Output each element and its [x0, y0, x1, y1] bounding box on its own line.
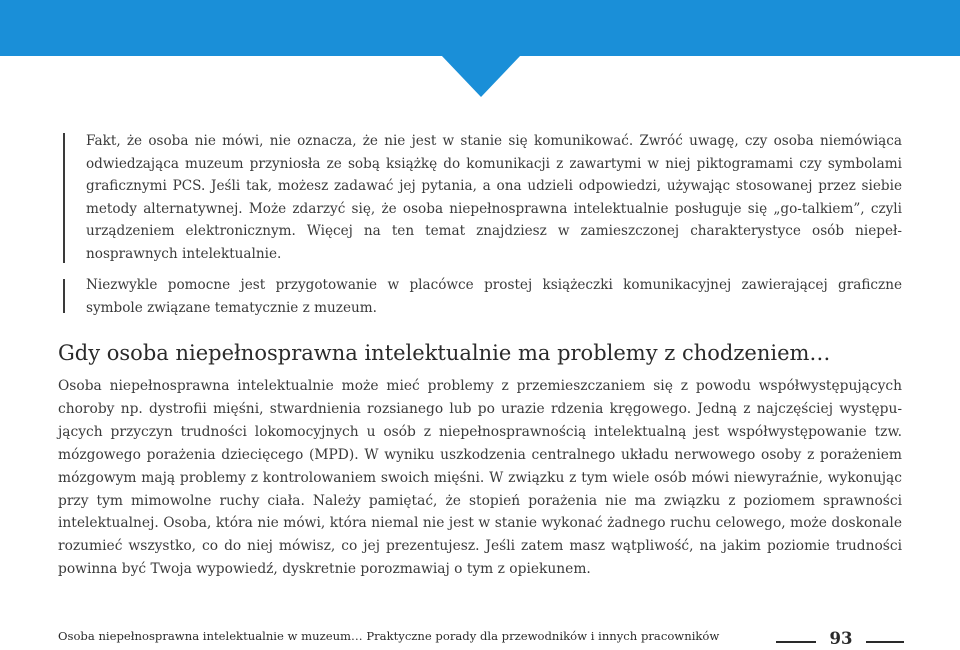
- intro-paragraph-2: Niezwykle pomocne jest przygotowanie w placówce prostej książeczki komunikacyjnej zawierającej graficzne symbole związane tematycznie z muzeum.: [86, 277, 902, 316]
- paragraph-marker-bar: [63, 133, 65, 263]
- header-band: [0, 0, 960, 56]
- footer-rule-right: [866, 641, 904, 643]
- page-number: 93: [829, 629, 853, 648]
- footer-rule-left: [776, 641, 816, 643]
- section-body: Osoba niepełnosprawna intelektualnie może mieć problemy z przemieszczaniem się z powodu współwystępujących choroby np. dystrofii mięśni, stwardnienia rozsianego lub po urazie rdzenia kręgowego. Jedną z najczęściej występujących przyczyn trudności lokomocyjnych u osób z niepełnosprawnością intelektualną jest współwystępowanie tzw. mózgowego porażenia dziecięcego (MPD). W wyniku uszkodzenia centralnego układu nerwowego osoby z porażeniem mózgowym mają problemy z kontrolowaniem swoich mięśni. W związku z tym wiele osób mówi niewyraźnie, wykonując przy tym mimowolne ruchy ciała. Należy pamiętać, że stopień porażenia nie ma związku z poziomem sprawności intelektualnej. Osoba, która nie mówi, która niemal nie jest w stanie wykonać żadnego ruchu celowego, może doskonale rozumieć wszystko, co do niej mówisz, co jej prezentujesz. Jeśli zatem masz wątpliwość, na jakim poziomie trudności powinna być Twoja wypowiedź, dyskretnie porozmawiaj o tym z opiekunem.: [58, 378, 902, 578]
- intro-paragraph-1: Fakt, że osoba nie mówi, nie oznacza, że nie jest w stanie się komunikować. Zwróć uwagę, czy osoba niemówiąca odwiedzająca muzeum przyniosła ze sobą książkę do komunikacji z zawartymi w niej piktogramami czy symbolami graficznymi PCS. Jeśli tak, możesz zadawać jej pytania, a ona udzieli odpowiedzi, używając stosowanej przez siebie metody alternatywnej. Może zdarzyć się, że osoba niepełnosprawna intelektualnie posługuje się „go-talkiem”, czyli urządzeniem elektronicznym. Więcej na ten temat znajdziesz w zamieszczonej charakterystyce osób niepełnosprawnych intelektualnie.: [86, 133, 902, 262]
- paragraph-marker-bar: [63, 279, 65, 313]
- footer-running-title: Osoba niepełnosprawna intelektualnie w muzeum… Praktyczne porady dla przewodników i innych pracowników: [58, 629, 720, 643]
- header-arrow-marker: [441, 55, 521, 97]
- section-heading: Gdy osoba niepełnosprawna intelektualnie ma problemy z chodzeniem…: [58, 341, 831, 365]
